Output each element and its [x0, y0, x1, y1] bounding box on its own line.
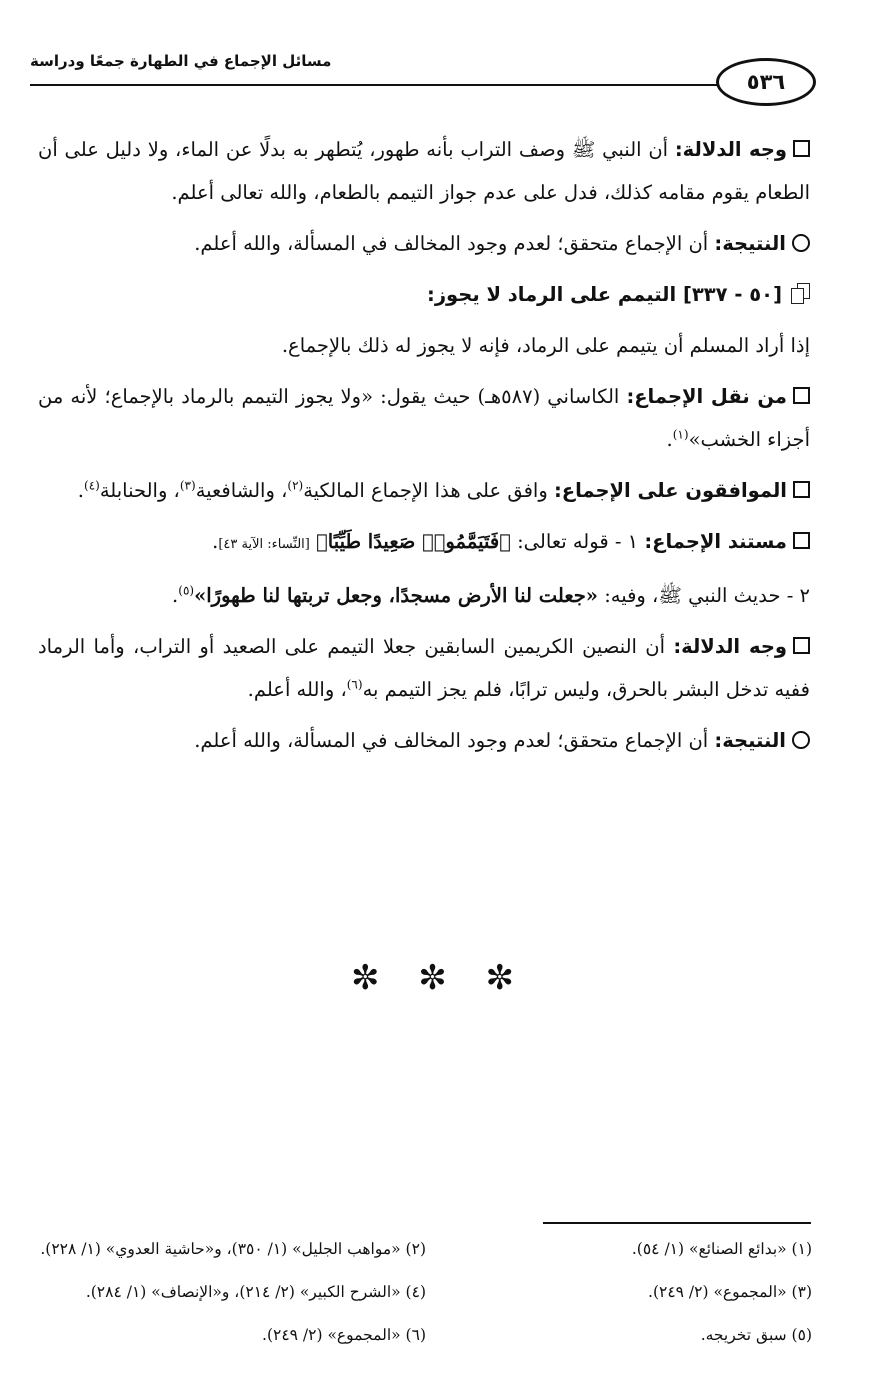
footnote-2: (٢) «مواهب الجليل» (١/ ٣٥٠)، و«حاشية العدوي» (١/ ٢٢٨).	[40, 1240, 426, 1258]
page-number: ٥٣٦	[716, 58, 816, 106]
footnote-4: (٤) «الشرح الكبير» (٢/ ٢١٤)، و«الإنصاف» (١/ ٢٨٤).	[85, 1283, 426, 1301]
documents-icon	[790, 283, 810, 305]
header-rule	[30, 84, 730, 86]
basis-label: مستند الإجماع:	[644, 530, 787, 553]
agreeing-text-2: ، والشافعية	[195, 479, 288, 502]
result-label: النتيجة:	[714, 729, 786, 752]
square-bullet-icon	[793, 387, 810, 404]
footnote-ref-6[interactable]: (٦)	[346, 677, 363, 692]
hadith-paragraph: ٢ - حديث النبي ﷺ، وفيه: «جعلت لنا الأرض مسجدًا، وجعل تربتها لنا طهورًا»$^{(٥)}$.	[172, 583, 810, 607]
agreeing-text-3: ، والحنابلة	[99, 479, 180, 502]
result-paragraph-1	[38, 222, 810, 265]
evidence-paragraph-2	[38, 625, 810, 711]
footnote-5: (٥) سبق تخريجه.	[700, 1326, 812, 1344]
running-header-title: مسائل الإجماع في الطهارة جمعًا ودراسة	[30, 52, 332, 70]
hadith-text: «جعلت لنا الأرض مسجدًا، وجعل تربتها لنا طهورًا»	[194, 584, 598, 607]
result-paragraph-2	[38, 719, 810, 762]
square-bullet-icon	[793, 481, 810, 498]
footnote-rule	[543, 1222, 811, 1224]
square-bullet-icon	[793, 532, 810, 549]
transmitter-label: من نقل الإجماع:	[626, 385, 787, 408]
square-bullet-icon	[793, 637, 810, 654]
evidence-label: وجه الدلالة:	[673, 635, 787, 658]
evidence-paragraph-1	[38, 128, 810, 214]
evidence-text: أن النبي ﷺ وصف التراب بأنه طهور، يُتطهر به بدلًا عن الماء، ولا دليل على أن الطعام يقوم مقامه كذلك، فدل على عدم جواز التيمم بالطعام، والله تعالى أعلم.	[38, 138, 810, 204]
transmitter-text: الكاساني (٥٨٧هـ) حيث يقول: «ولا يجوز التيمم بالرماد بالإجماع؛ لأنه من أجزاء الخشب»	[38, 385, 810, 451]
section-heading	[38, 273, 810, 316]
footnote-ref-5[interactable]: (٥)	[178, 583, 195, 598]
result-text: أن الإجماع متحقق؛ لعدم وجود المخالف في المسألة، والله أعلم.	[194, 729, 709, 752]
basis-text: ١ - قوله تعالى:	[517, 530, 639, 553]
result-text: أن الإجماع متحقق؛ لعدم وجود المخالف في المسألة، والله أعلم.	[194, 232, 709, 255]
intro-paragraph: إذا أراد المسلم أن يتيمم على الرماد، فإنه لا يجوز له ذلك بالإجماع.	[281, 334, 810, 357]
footnote-ref-3[interactable]: (٣)	[179, 478, 196, 493]
hadith-intro: ٢ - حديث النبي ﷺ، وفيه:	[604, 584, 810, 607]
result-label: النتيجة:	[714, 232, 786, 255]
section-heading-text: [٥٠ - ٣٣٧] التيمم على الرماد لا يجوز:	[427, 283, 782, 306]
footnote-ref-2[interactable]: (٢)	[287, 478, 304, 493]
section-separator-stars: ✼ ✼ ✼	[350, 958, 529, 998]
circle-bullet-icon	[792, 234, 810, 252]
square-bullet-icon	[793, 140, 810, 157]
evidence-label: وجه الدلالة:	[674, 138, 787, 161]
basis-paragraph: مستند الإجماع: ١ - قوله تعالى: ﴿فَتَيَمَّمُوا۟ صَعِيدًا طَيِّبًا﴾ [النِّساء: الآية ٤٣].	[38, 520, 810, 566]
page-body	[38, 128, 810, 770]
quran-reference: [النِّساء: الآية ٤٣]	[218, 537, 310, 552]
agreeing-paragraph: الموافقون على الإجماع: وافق على هذا الإجماع المالكية$^{(٢)}$، والشافعية$^{(٣)}$، والحنابلة$^{(٤)}$.	[38, 469, 810, 512]
footnote-1: (١) «بدائع الصنائع» (١/ ٥٤).	[631, 1240, 812, 1258]
quran-verse: ﴿فَتَيَمَّمُوا۟ صَعِيدًا طَيِّبًا﴾	[316, 530, 511, 553]
footnote-ref-4[interactable]: (٤)	[84, 478, 100, 493]
agreeing-label: الموافقون على الإجماع:	[553, 479, 787, 502]
evidence-text-1: أن النصين الكريمين السابقين جعلا التيمم على الصعيد أو التراب، وأما الرماد ففيه تدخل البشر بالحرق، وليس ترابًا، فلم يجز التيمم به	[38, 635, 810, 701]
transmitter-paragraph: من نقل الإجماع: الكاساني (٥٨٧هـ) حيث يقول: «ولا يجوز التيمم بالرماد بالإجماع؛ لأنه من أجزاء الخشب»$^{(١)}$.	[38, 385, 810, 451]
footnote-6: (٦) «المجموع» (٢/ ٢٤٩).	[262, 1326, 426, 1344]
footnote-3: (٣) «المجموع» (٢/ ٢٤٩).	[648, 1283, 812, 1301]
circle-bullet-icon	[792, 731, 810, 749]
agreeing-text-1: وافق على هذا الإجماع المالكية	[303, 479, 548, 502]
footnote-ref-1[interactable]: (١)	[672, 427, 689, 442]
footnotes	[40, 1240, 812, 1369]
evidence-text-2: ، والله أعلم.	[247, 678, 347, 701]
